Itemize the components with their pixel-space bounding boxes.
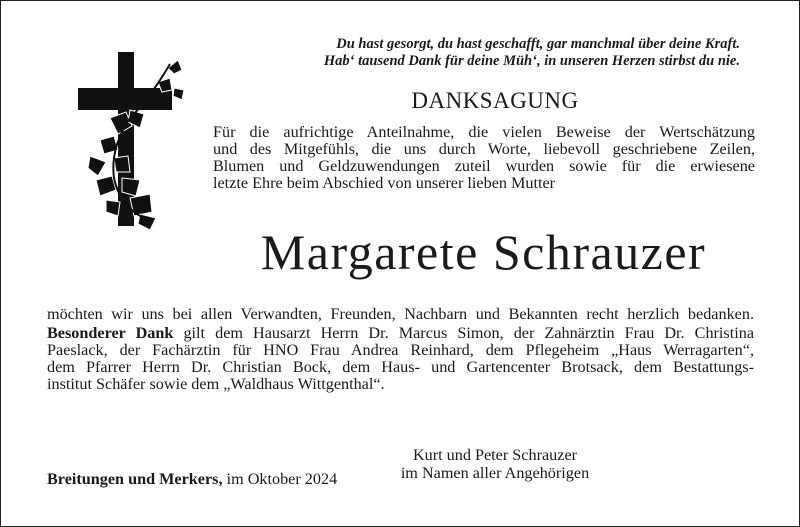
place-date <box>47 470 337 489</box>
special-thanks-label: Besonderer Dank <box>47 324 174 342</box>
deceased-name: Margarete Schrauzer <box>260 224 707 280</box>
intro-line: und des Mitgefühls, die uns durch Worte, liebevoll geschriebene Zeilen, <box>213 140 755 158</box>
signature-subtitle: im Namen aller Angehörigen <box>400 464 590 482</box>
date: im Oktober 2024 <box>222 470 338 488</box>
thanks-line: möchten wir uns bei allen Verwandten, Freunden, Nachbarn und Bekannten recht herzlich bedanken. <box>47 305 754 323</box>
cross-with-ivy-icon <box>70 48 190 230</box>
special-thanks-line <box>47 325 754 342</box>
memorial-quote <box>300 36 740 70</box>
place: Breitungen und Merkers, <box>47 470 223 488</box>
notice-title: DANKSAGUNG <box>411 88 579 113</box>
quote-line: Du hast gesorgt, du hast geschafft, gar manchmal über deine Kraft. <box>336 36 740 52</box>
special-thanks-text: gilt dem Hausarzt Herrn Dr. Marcus Simon, der Zahnärztin Frau Dr. Christina <box>173 324 754 342</box>
intro-line: Für die aufrichtige Anteilnahme, die vielen Beweise der Wertschätzung <box>213 123 755 141</box>
special-thanks-line: institut Schäfer sowie dem „Waldhaus Wittgenthal“. <box>47 375 385 393</box>
intro-line: Blumen und Geldzuwendungen zuteil wurden sowie für die erwiesene <box>213 157 755 175</box>
signature <box>300 446 690 482</box>
special-thanks-line: Paeslack, der Fachärztin für HNO Frau Andrea Reinhard, dem Pflegeheim „Haus Werragarten“, <box>47 341 754 359</box>
signature-names: Kurt und Peter Schrauzer <box>412 446 578 464</box>
quote-line: Hab‘ tausend Dank für deine Müh‘, in unseren Herzen stirbst du nie. <box>323 53 740 69</box>
special-thanks-line: dem Pfarrer Herrn Dr. Christian Bock, dem Haus- und Gartencenter Brotsack, dem Bestattungs- <box>47 358 754 376</box>
intro-line: letzte Ehre beim Abschied von unserer lieben Mutter <box>213 174 556 192</box>
